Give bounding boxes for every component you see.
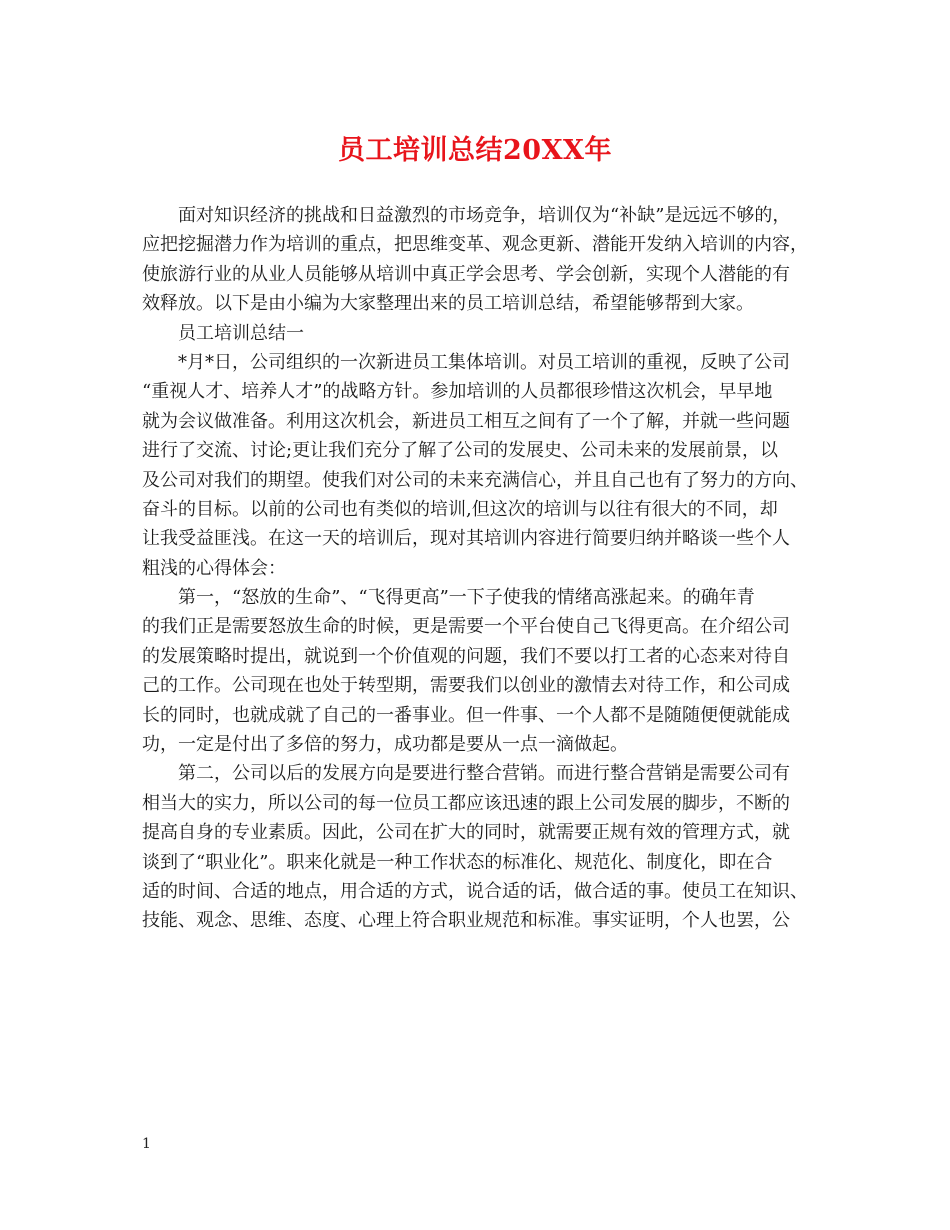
text-line: 奋斗的目标。以前的公司也有类似的培训,但这次的培训与以往有很大的不同，却 [142, 498, 778, 520]
text-line: 第二，公司以后的发展方向是要进行整合营销。而进行整合营销是需要公司有 [178, 763, 790, 785]
text-line: 粗浅的心得体会： [142, 557, 286, 579]
text-line: 就为会议做准备。利用这次机会，新进员工相互之间有了一个了解，并就一些问题 [142, 410, 790, 432]
text-line: 己的工作。公司现在也处于转型期，需要我们以创业的激情去对待工作，和公司成 [142, 675, 790, 697]
text-line: 谈到了“职业化”。职来化就是一种工作状态的标准化、规范化、制度化，即在合 [142, 851, 773, 873]
text-line: 让我受益匪浅。在这一天的培训后，现对其培训内容进行简要归纳并略谈一些个人 [142, 528, 790, 550]
text-line: 进行了交流、讨论;更让我们充分了解了公司的发展史、公司未来的发展前景，以 [142, 440, 779, 462]
text-line: 适的时间、合适的地点，用合适的方式，说合适的话，做合适的事。使员工在知识、 [142, 880, 808, 902]
text-line: 及公司对我们的期望。使我们对公司的未来充满信心，并且自己也有了努力的方向、 [142, 469, 808, 491]
text-line: *月*日，公司组织的一次新进员工集体培训。对员工培训的重视，反映了公司 [178, 351, 790, 373]
text-line: 长的同时，也就成就了自己的一番事业。但一件事、一个人都不是随随便便就能成 [142, 704, 790, 726]
document-title: 员工培训总结20XX年 [338, 135, 612, 166]
text-line: 第一，“怒放的生命”、“飞得更高”一下子使我的情绪高涨起来。的确年青 [178, 587, 755, 609]
text-line: 面对知识经济的挑战和日益激烈的市场竞争，培训仅为“补缺”是远远不够的， [178, 205, 791, 226]
page-number: 1 [142, 1136, 151, 1152]
text-line: 的发展策略时提出，就说到一个价值观的问题，我们不要以打工者的心态来对待自 [142, 645, 790, 667]
text-line: “重视人才、培养人才”的战略方针。参加培训的人员都很珍惜这次机会，早早地 [142, 381, 773, 403]
document-body [142, 201, 822, 936]
text-line: 相当大的实力，所以公司的每一位员工都应该迅速的跟上公司发展的脚步，不断的 [142, 792, 790, 814]
text-line: 提高自身的专业素质。因此，公司在扩大的同时，就需要正规有效的管理方式，就 [142, 822, 790, 844]
text-line: 效释放。以下是由小编为大家整理出来的员工培训总结，希望能够帮到大家。 [142, 293, 754, 315]
text-line: 的我们正是需要怒放生命的时候，更是需要一个平台使自己飞得更高。在介绍公司 [142, 616, 790, 638]
text-line: 使旅游行业的从业人员能够从培训中真正学会思考、学会创新，实现个人潜能的有 [142, 263, 790, 285]
text-line: 技能、观念、思维、态度、心理上符合职业规范和标准。事实证明，个人也罢，公 [142, 910, 790, 932]
text-line: 应把挖掘潜力作为培训的重点，把思维变革、观念更新、潜能开发纳入培训的内容， [142, 234, 808, 256]
text-line: 员工培训总结一 [178, 322, 304, 344]
text-line: 功，一定是付出了多倍的努力，成功都是要从一点一滴做起。 [142, 734, 628, 756]
